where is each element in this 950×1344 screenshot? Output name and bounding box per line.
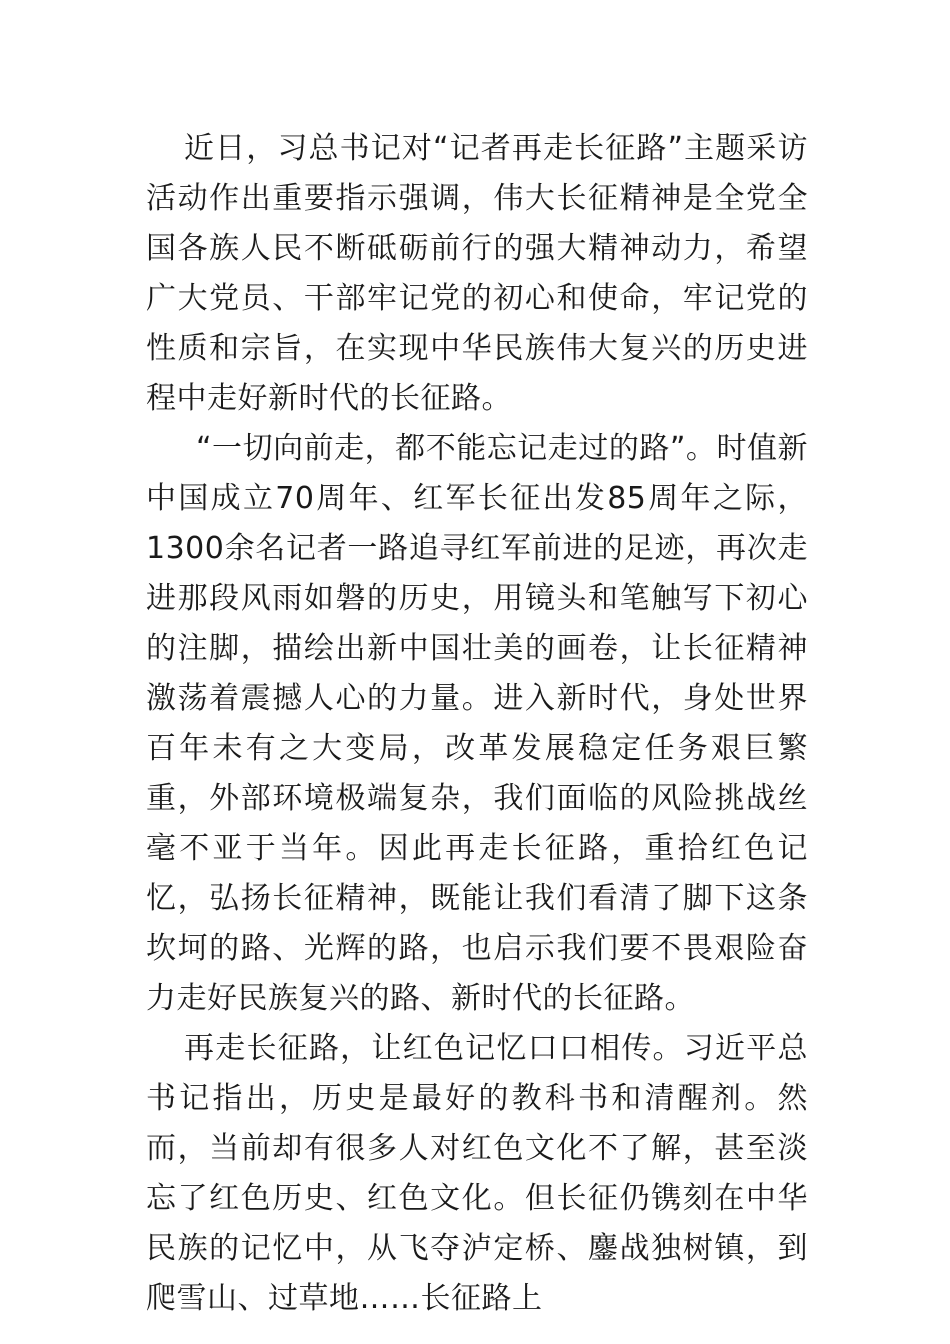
paragraph-1: 近日，习总书记对“记者再走长征路”主题采访活动作出重要指示强调，伟大长征精神是全党全国各族人民不断砥砺前行的强大精神动力，希望广大党员、干部牢记党的初心和使命，牢记党的性质和宗旨，在实现中华民族伟大复兴的历史进程中走好新时代的长征路。 <box>146 131 808 416</box>
document-body <box>146 124 808 1324</box>
paragraph-3: 再走长征路，让红色记忆口口相传。习近平总书记指出，历史是最好的教科书和清醒剂。然而，当前却有很多人对红色文化不了解，甚至淡忘了红色历史、红色文化。但长征仍镌刻在中华民族的记忆中，从飞夺泸定桥、鏖战独树镇，到爬雪山、过草地……长征路上 <box>146 1031 808 1316</box>
paragraph-2: “一切向前走，都不能忘记走过的路”。时值新中国成立70周年、红军长征出发85周年之际，1300余名记者一路追寻红军前进的足迹，再次走进那段风雨如磐的历史，用镜头和笔触写下初心的注脚，描绘出新中国壮美的画卷，让长征精神激荡着震撼人心的力量。进入新时代，身处世界百年未有之大变局，改革发展稳定任务艰巨繁重，外部环境极端复杂，我们面临的风险挑战丝毫不亚于当年。因此再走长征路，重拾红色记忆，弘扬长征精神，既能让我们看清了脚下这条坎坷的路、光辉的路，也启示我们要不畏艰险奋力走好民族复兴的路、新时代的长征路。 <box>146 431 808 1016</box>
